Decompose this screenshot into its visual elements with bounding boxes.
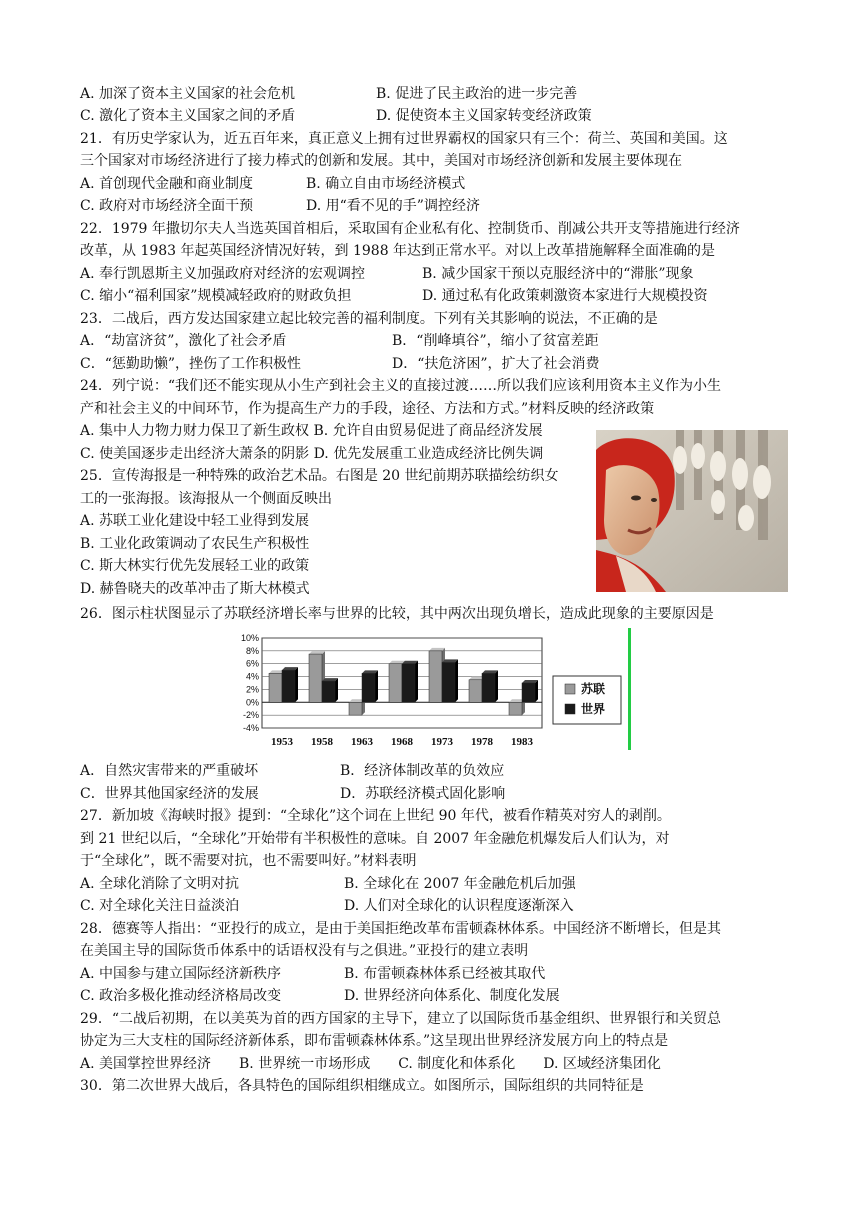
q21-stem: 21．有历史学家认为，近五百年来，真正意义上拥有过世界霸权的国家只有三个：荷兰、英国和美国。这 (80, 131, 728, 147)
x-tick-label: 1983 (511, 736, 533, 748)
bar-world (362, 673, 375, 702)
q26-option-b: B．经济体制改革的负效应 (340, 763, 505, 779)
bar-soviet (349, 702, 362, 715)
q26-option-a: A．自然灾害带来的严重破坏 (80, 763, 259, 779)
legend-swatch (565, 704, 575, 714)
y-tick-label: -2% (242, 710, 259, 721)
q22-stem-2: 改革，从 1983 年起英国经济情况好转，到 1988 年达到正常水平。对以上改革措施解释全面准确的是 (80, 243, 716, 259)
q29-stem: 29．“二战后初期，在以美英为首的西方国家的主导下，建立了以国际货币基金组织、世界银行和关贸总 (80, 1011, 721, 1027)
bar-world (322, 681, 335, 702)
bar-side (375, 670, 378, 702)
q29-stem-2: 协定为三大支柱的国际经济新体系，即布雷顿森林体系。”这呈现出世界经济发展方向上的特点是 (80, 1033, 669, 1049)
bar-side (535, 680, 538, 702)
q26-stem: 26．图示柱状图显示了苏联经济增长率与世界的比较，其中两次出现负增长，造成此现象的主要原因是 (80, 606, 714, 622)
q21-option-b: B. 确立自由市场经济模式 (306, 176, 466, 192)
bar-side (455, 659, 458, 702)
y-tick-label: 8% (245, 645, 259, 656)
q23-option-a: A．“劫富济贫”，激化了社会矛盾 (80, 333, 287, 349)
legend-swatch (565, 684, 575, 694)
q27-option-d: D. 人们对全球化的认识程度逐渐深入 (344, 898, 574, 914)
q23-option-d: D．“扶危济困”，扩大了社会消费 (392, 356, 600, 372)
q25-stem-2: 工的一张海报。该海报从一个侧面反映出 (80, 491, 332, 507)
x-tick-label: 1953 (271, 736, 293, 748)
bar-side (335, 678, 338, 702)
option-d-prev: D. 促使资本主义国家转变经济政策 (376, 108, 592, 124)
bar-soviet (389, 664, 402, 703)
q27-stem: 27．新加坡《海峡时报》提到：“全球化”这个词在上世纪 90 年代，被看作精英对穷人的剥削。 (80, 808, 671, 824)
q25-option-b: B. 工业化政策调动了农民生产积极性 (80, 536, 310, 552)
x-tick-label: 1958 (311, 736, 333, 748)
q22-option-c: C. 缩小“福利国家”规模减轻政府的财政负担 (80, 288, 352, 304)
q27-option-c: C. 对全球化关注日益淡泊 (80, 898, 240, 914)
bar-world (482, 673, 495, 702)
q25-option-c: C. 斯大林实行优先发展轻工业的政策 (80, 558, 310, 574)
q25-option-d: D. 赫鲁晓夫的改革冲击了斯大林模式 (80, 581, 310, 597)
q21-option-a: A. 首创现代金融和商业制度 (80, 176, 254, 192)
bar-soviet (269, 673, 282, 702)
soviet-poster-image (596, 430, 788, 592)
q24-options-ab: A. 集中人力物力财力保卫了新生政权 B. 允许自由贸易促进了商品经济发展 (80, 423, 543, 439)
q22-stem: 22．1979 年撒切尔夫人当选英国首相后，采取国有企业私有化、控制货币、削减公共开支等措施进行经济 (80, 221, 740, 237)
bar-world (402, 664, 415, 703)
chart-frame-edge (628, 628, 631, 750)
bar-world (282, 670, 295, 702)
legend-label: 世界 (581, 702, 606, 716)
q21-option-d: D. 用“看不见的手”调控经济 (306, 198, 480, 214)
legend-label: 苏联 (581, 682, 606, 696)
q28-option-b: B. 布雷顿森林体系已经被其取代 (344, 966, 546, 982)
bar-soviet (469, 680, 482, 703)
q26-option-c: C．世界其他国家经济的发展 (80, 786, 259, 802)
q27-stem-3: 于“全球化”，既不需要对抗，也不需要叫好。”材料表明 (80, 853, 417, 869)
y-tick-label: 6% (245, 658, 259, 669)
q25-option-a: A. 苏联工业化建设中轻工业得到发展 (80, 513, 310, 529)
q28-option-c: C. 政治多极化推动经济格局改变 (80, 988, 282, 1004)
bar-soviet (429, 651, 442, 702)
q26-option-d: D．苏联经济模式固化影响 (340, 786, 506, 802)
q25-stem: 25．宣传海报是一种特殊的政治艺术品。右图是 20 世纪前期苏联描绘纺织女 (80, 468, 559, 484)
q24-stem: 24．列宁说：“我们还不能实现从小生产到社会主义的直接过渡……所以我们应该利用资本主义作为小生 (80, 378, 721, 394)
q21-option-c: C. 政府对市场经济全面干预 (80, 198, 254, 214)
q24-stem-2: 产和社会主义的中间环节，作为提高生产力的手段，途径、方法和方式。”材料反映的经济政策 (80, 401, 655, 417)
y-tick-label: 4% (245, 671, 259, 682)
y-tick-label: 10% (240, 633, 259, 643)
x-tick-label: 1963 (351, 736, 373, 748)
q23-option-c: C．“惩勤助懒”，挫伤了工作积极性 (80, 356, 302, 372)
q28-option-a: A. 中国参与建立国际经济新秩序 (80, 966, 282, 982)
bar-soviet (309, 654, 322, 702)
x-tick-label: 1968 (391, 736, 413, 748)
option-a-prev: A. 加深了资本主义国家的社会危机 (80, 86, 296, 102)
q22-option-b: B. 减少国家干预以克服经济中的“滞胀”现象 (422, 266, 694, 282)
bar-world (442, 662, 455, 702)
bar-world (522, 683, 535, 702)
growth-rate-bar-chart (235, 628, 635, 750)
q30-stem: 30．第二次世界大战后，各具特色的国际组织相继成立。如图所示，国际组织的共同特征是 (80, 1078, 644, 1094)
q28-option-d: D. 世界经济向体系化、制度化发展 (344, 988, 560, 1004)
q28-stem: 28．德赛等人指出：“亚投行的成立，是由于美国拒绝改革布雷顿森林体系。中国经济不断增长，但是其 (80, 921, 721, 937)
q27-option-b: B. 全球化在 2007 年金融危机后加强 (344, 876, 576, 892)
x-tick-label: 1973 (431, 736, 453, 748)
q23-option-b: B．“削峰填谷”，缩小了贫富差距 (392, 333, 599, 349)
y-tick-label: 2% (245, 684, 259, 695)
option-b-prev: B. 促进了民主政治的进一步完善 (376, 86, 578, 102)
option-c-prev: C. 激化了资本主义国家之间的矛盾 (80, 108, 296, 124)
y-tick-label: 0% (245, 697, 259, 708)
bar-side (495, 670, 498, 702)
bar-side (415, 661, 418, 703)
x-tick-label: 1978 (471, 736, 493, 748)
q29-options: A. 美国掌控世界经济 B. 世界统一市场形成 C. 制度化和体系化 D. 区域经济集团化 (80, 1056, 661, 1072)
bar-soviet (509, 702, 522, 715)
q21-stem-2: 三个国家对市场经济进行了接力棒式的创新和发展。其中，美国对市场经济创新和发展主要体现在 (80, 153, 682, 169)
q27-option-a: A. 全球化消除了文明对抗 (80, 876, 240, 892)
q27-stem-2: 到 21 世纪以后，“全球化”开始带有半积极性的意味。自 2007 年金融危机爆发后人们认为，对 (80, 831, 670, 847)
q28-stem-2: 在美国主导的国际货币体系中的话语权没有与之俱进。”亚投行的建立表明 (80, 943, 529, 959)
q22-option-d: D. 通过私有化政策刺激资本家进行大规模投资 (422, 288, 708, 304)
q24-options-cd: C. 使美国逐步走出经济大萧条的阴影 D. 优先发展重工业造成经济比例失调 (80, 446, 544, 462)
q22-option-a: A. 奉行凯恩斯主义加强政府对经济的宏观调控 (80, 266, 366, 282)
bar-side (295, 667, 298, 702)
y-tick-label: -4% (242, 723, 259, 733)
q23-stem: 23．二战后，西方发达国家建立起比较完善的福利制度。下列有关其影响的说法，不正确的是 (80, 311, 658, 327)
